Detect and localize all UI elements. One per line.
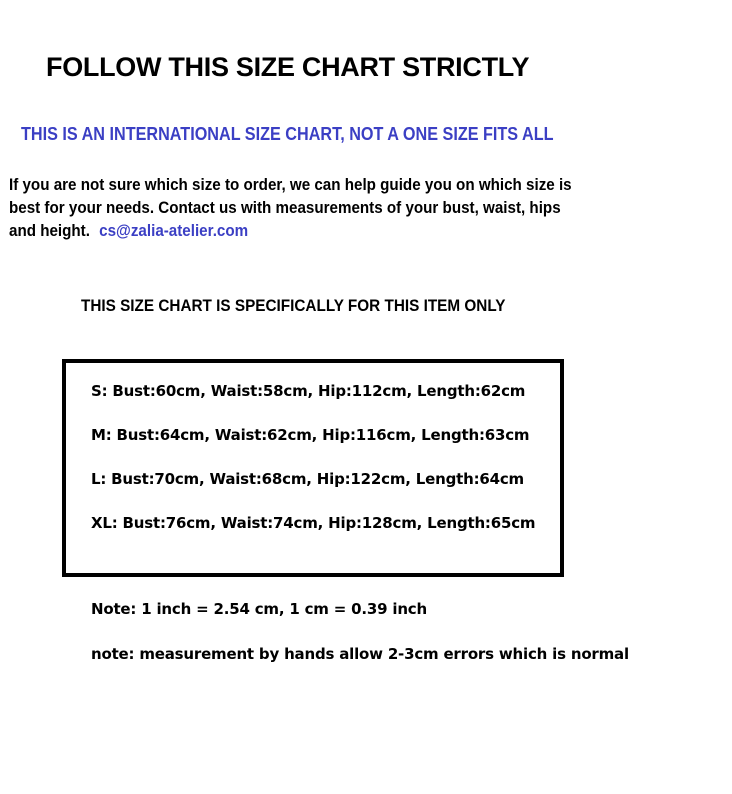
guidance-line-1: If you are not sure which size to order, we can help guide you on which size is	[9, 176, 572, 194]
international-size-notice: THIS IS AN INTERNATIONAL SIZE CHART, NOT A ONE SIZE FITS ALL	[21, 124, 554, 144]
unit-conversion-note: Note: 1 inch = 2.54 cm, 1 cm = 0.39 inch	[91, 600, 427, 618]
size-row-m: M: Bust:64cm, Waist:62cm, Hip:116cm, Length:63cm	[91, 426, 530, 444]
size-row-s: S: Bust:60cm, Waist:58cm, Hip:112cm, Length:62cm	[91, 382, 526, 400]
guidance-line-3-text: and height.	[9, 222, 90, 240]
size-row-l: L: Bust:70cm, Waist:68cm, Hip:122cm, Length:64cm	[91, 470, 524, 488]
guidance-line-2: best for your needs. Contact us with measurements of your bust, waist, hips	[9, 199, 561, 217]
page-title: FOLLOW THIS SIZE CHART STRICTLY	[46, 52, 530, 82]
guidance-line-3	[9, 220, 598, 243]
size-row-xl: XL: Bust:76cm, Waist:74cm, Hip:128cm, Length:65cm	[91, 514, 536, 532]
measurement-tolerance-note: note: measurement by hands allow 2-3cm errors which is normal	[91, 645, 629, 663]
item-specific-notice: THIS SIZE CHART IS SPECIFICALLY FOR THIS ITEM ONLY	[81, 296, 506, 315]
contact-email-link[interactable]: cs@zalia-atelier.com	[99, 222, 249, 240]
size-chart-box	[62, 359, 564, 577]
size-guidance-paragraph	[9, 174, 598, 243]
